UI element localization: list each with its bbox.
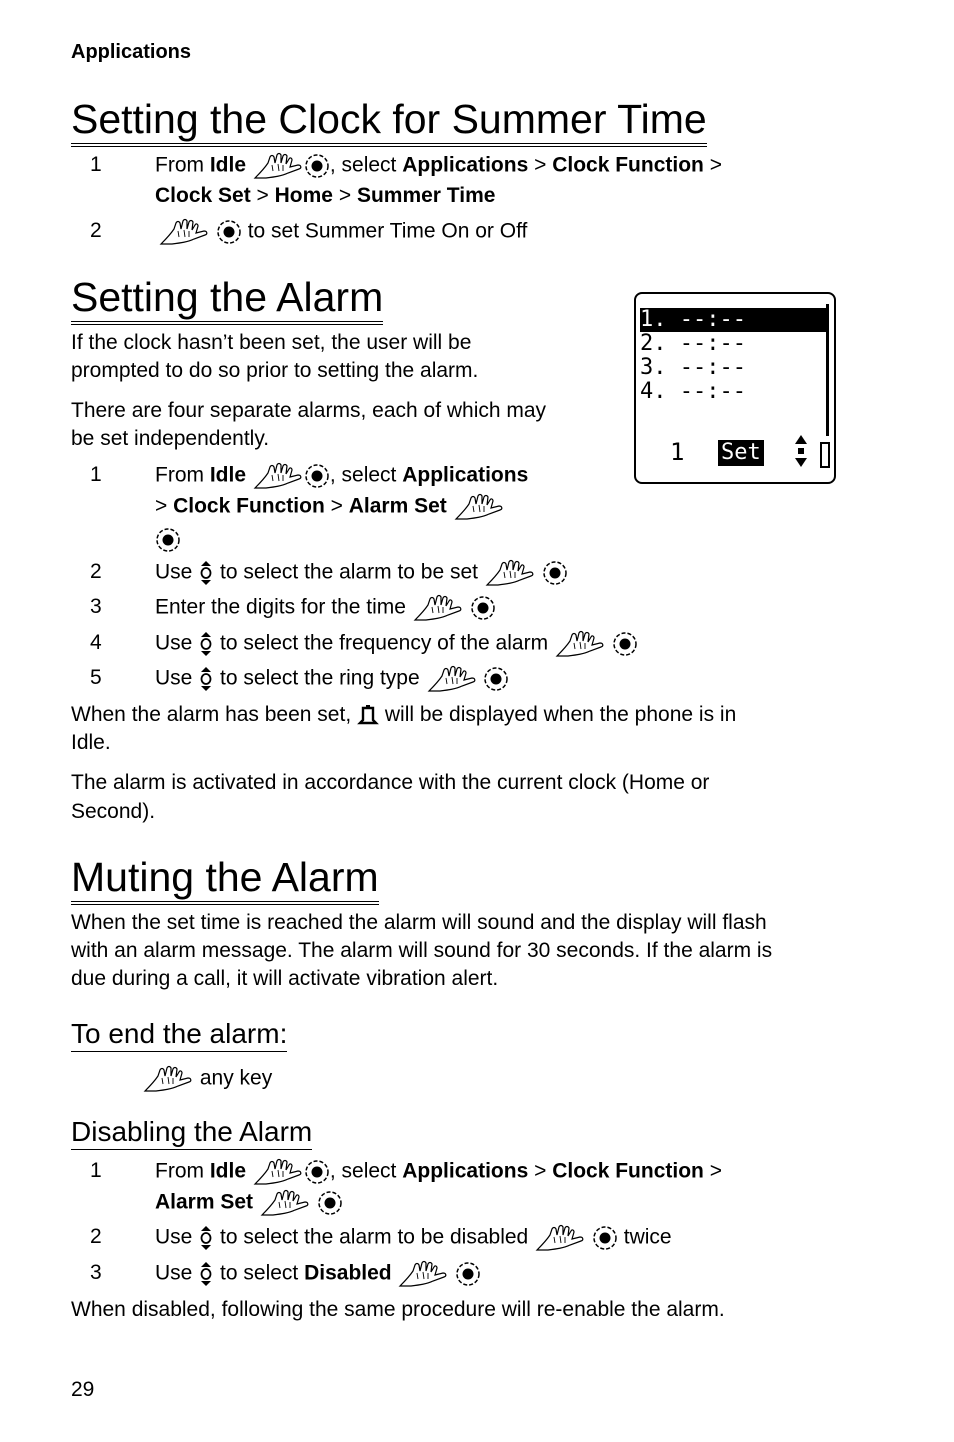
display-scrollbar bbox=[826, 304, 829, 436]
alarm-clock-note-line: Second). bbox=[71, 800, 156, 823]
summer-time-heading: Setting the Clock for Summer Time bbox=[71, 96, 707, 147]
updown-key-icon bbox=[198, 560, 214, 586]
nav-key-icon bbox=[612, 631, 638, 657]
hand-key-icon bbox=[397, 1259, 449, 1289]
disable-step-1-line-1: From Idle , select Applications > Clock Function > bbox=[155, 1157, 722, 1187]
step-number: 2 bbox=[90, 1225, 102, 1248]
summer-step-1-line-1: From Idle , select Applications > Clock Function > bbox=[155, 151, 722, 181]
page-number: 29 bbox=[71, 1378, 95, 1401]
disable-step-3: Use to select Disabled bbox=[155, 1259, 481, 1289]
display-set-softkey: Set bbox=[718, 440, 764, 466]
step-number: 2 bbox=[90, 219, 102, 242]
muting-para-line: with an alarm message. The alarm will sound for 30 seconds. If the alarm is bbox=[71, 939, 773, 962]
hand-key-icon bbox=[259, 1188, 311, 1218]
step-number: 5 bbox=[90, 666, 102, 689]
display-footer-number: 1 bbox=[670, 438, 685, 466]
nav-key-icon bbox=[542, 560, 568, 586]
alarm-step-5: Use to select the ring type bbox=[155, 664, 509, 694]
alarm-intro-line: There are four separate alarms, each of which may bbox=[71, 399, 547, 422]
display-alarm-row: 3. --:-- bbox=[640, 355, 746, 380]
alarm-step-1-line-1: From Idle , select Applications bbox=[155, 461, 528, 491]
alarm-set-note-line: When the alarm has been set, will be displayed when the phone is in bbox=[71, 703, 737, 726]
hand-key-icon bbox=[142, 1064, 194, 1094]
updown-key-icon bbox=[198, 631, 214, 657]
updown-key-icon bbox=[198, 1225, 214, 1251]
nav-key-icon bbox=[304, 1159, 330, 1185]
step-number: 2 bbox=[90, 560, 102, 583]
running-header: Applications bbox=[71, 41, 192, 63]
display-updown-arrows-icon bbox=[794, 434, 808, 468]
hand-key-icon bbox=[453, 492, 505, 522]
alarm-intro-line: be set independently. bbox=[71, 427, 270, 450]
hand-key-icon bbox=[252, 461, 304, 491]
end-alarm-heading: To end the alarm: bbox=[71, 1018, 287, 1052]
disable-alarm-heading: Disabling the Alarm bbox=[71, 1116, 312, 1150]
alarm-set-note-line: Idle. bbox=[71, 731, 111, 754]
re-enable-note: When disabled, following the same procedure will re-enable the alarm. bbox=[71, 1298, 725, 1321]
muting-para-line: due during a call, it will activate vibration alert. bbox=[71, 967, 499, 990]
alarm-step-3: Enter the digits for the time bbox=[155, 593, 496, 623]
display-alarm-row: 1. --:-- bbox=[640, 308, 826, 332]
hand-key-icon bbox=[158, 217, 210, 247]
updown-key-icon bbox=[198, 666, 214, 692]
hand-key-icon bbox=[252, 1157, 304, 1187]
step-number: 1 bbox=[90, 463, 102, 486]
phone-alarm-display bbox=[634, 292, 836, 484]
display-alarm-row: 4. --:-- bbox=[640, 379, 746, 404]
alarm-step-4: Use to select the frequency of the alarm bbox=[155, 629, 638, 659]
hand-key-icon bbox=[426, 664, 478, 694]
nav-key-icon bbox=[592, 1225, 618, 1251]
alarm-step-2: Use to select the alarm to be set bbox=[155, 558, 568, 588]
nav-key-icon bbox=[304, 463, 330, 489]
setting-alarm-heading: Setting the Alarm bbox=[71, 274, 383, 325]
alarm-intro-line: If the clock hasn’t been set, the user will be bbox=[71, 331, 472, 354]
nav-key-icon bbox=[216, 219, 242, 245]
muting-alarm-heading: Muting the Alarm bbox=[71, 854, 379, 905]
display-status-box bbox=[820, 442, 830, 468]
display-alarm-row: 2. --:-- bbox=[640, 331, 746, 356]
disable-step-2: Use to select the alarm to be disabled twice bbox=[155, 1223, 672, 1253]
step-number: 4 bbox=[90, 631, 102, 654]
muting-para-line: When the set time is reached the alarm will sound and the display will flash bbox=[71, 911, 767, 934]
hand-key-icon bbox=[484, 558, 536, 588]
alarm-bell-icon bbox=[357, 704, 379, 726]
nav-key-icon bbox=[304, 153, 330, 179]
nav-key-icon bbox=[155, 527, 181, 553]
nav-key-icon bbox=[455, 1261, 481, 1287]
nav-key-icon bbox=[470, 595, 496, 621]
alarm-clock-note-line: The alarm is activated in accordance with the current clock (Home or bbox=[71, 771, 710, 794]
step-number: 3 bbox=[90, 595, 102, 618]
hand-key-icon bbox=[252, 151, 304, 181]
hand-key-icon bbox=[554, 629, 606, 659]
nav-key-icon bbox=[483, 666, 509, 692]
step-number: 3 bbox=[90, 1261, 102, 1284]
hand-key-icon bbox=[412, 593, 464, 623]
disable-step-1-line-2: Alarm Set bbox=[155, 1188, 343, 1218]
summer-step-1-line-2: Clock Set > Home > Summer Time bbox=[155, 184, 496, 207]
nav-key-icon bbox=[317, 1190, 343, 1216]
summer-step-2: to set Summer Time On or Off bbox=[158, 217, 527, 247]
updown-key-icon bbox=[198, 1261, 214, 1287]
end-alarm-instruction: any key bbox=[142, 1064, 272, 1094]
step-number: 1 bbox=[90, 1159, 102, 1182]
step-number: 1 bbox=[90, 153, 102, 176]
alarm-step-1-line-2: > Clock Function > Alarm Set bbox=[155, 492, 505, 522]
alarm-intro-line: prompted to do so prior to setting the alarm. bbox=[71, 359, 479, 382]
hand-key-icon bbox=[534, 1223, 586, 1253]
alarm-step-1-line-3 bbox=[155, 527, 181, 553]
